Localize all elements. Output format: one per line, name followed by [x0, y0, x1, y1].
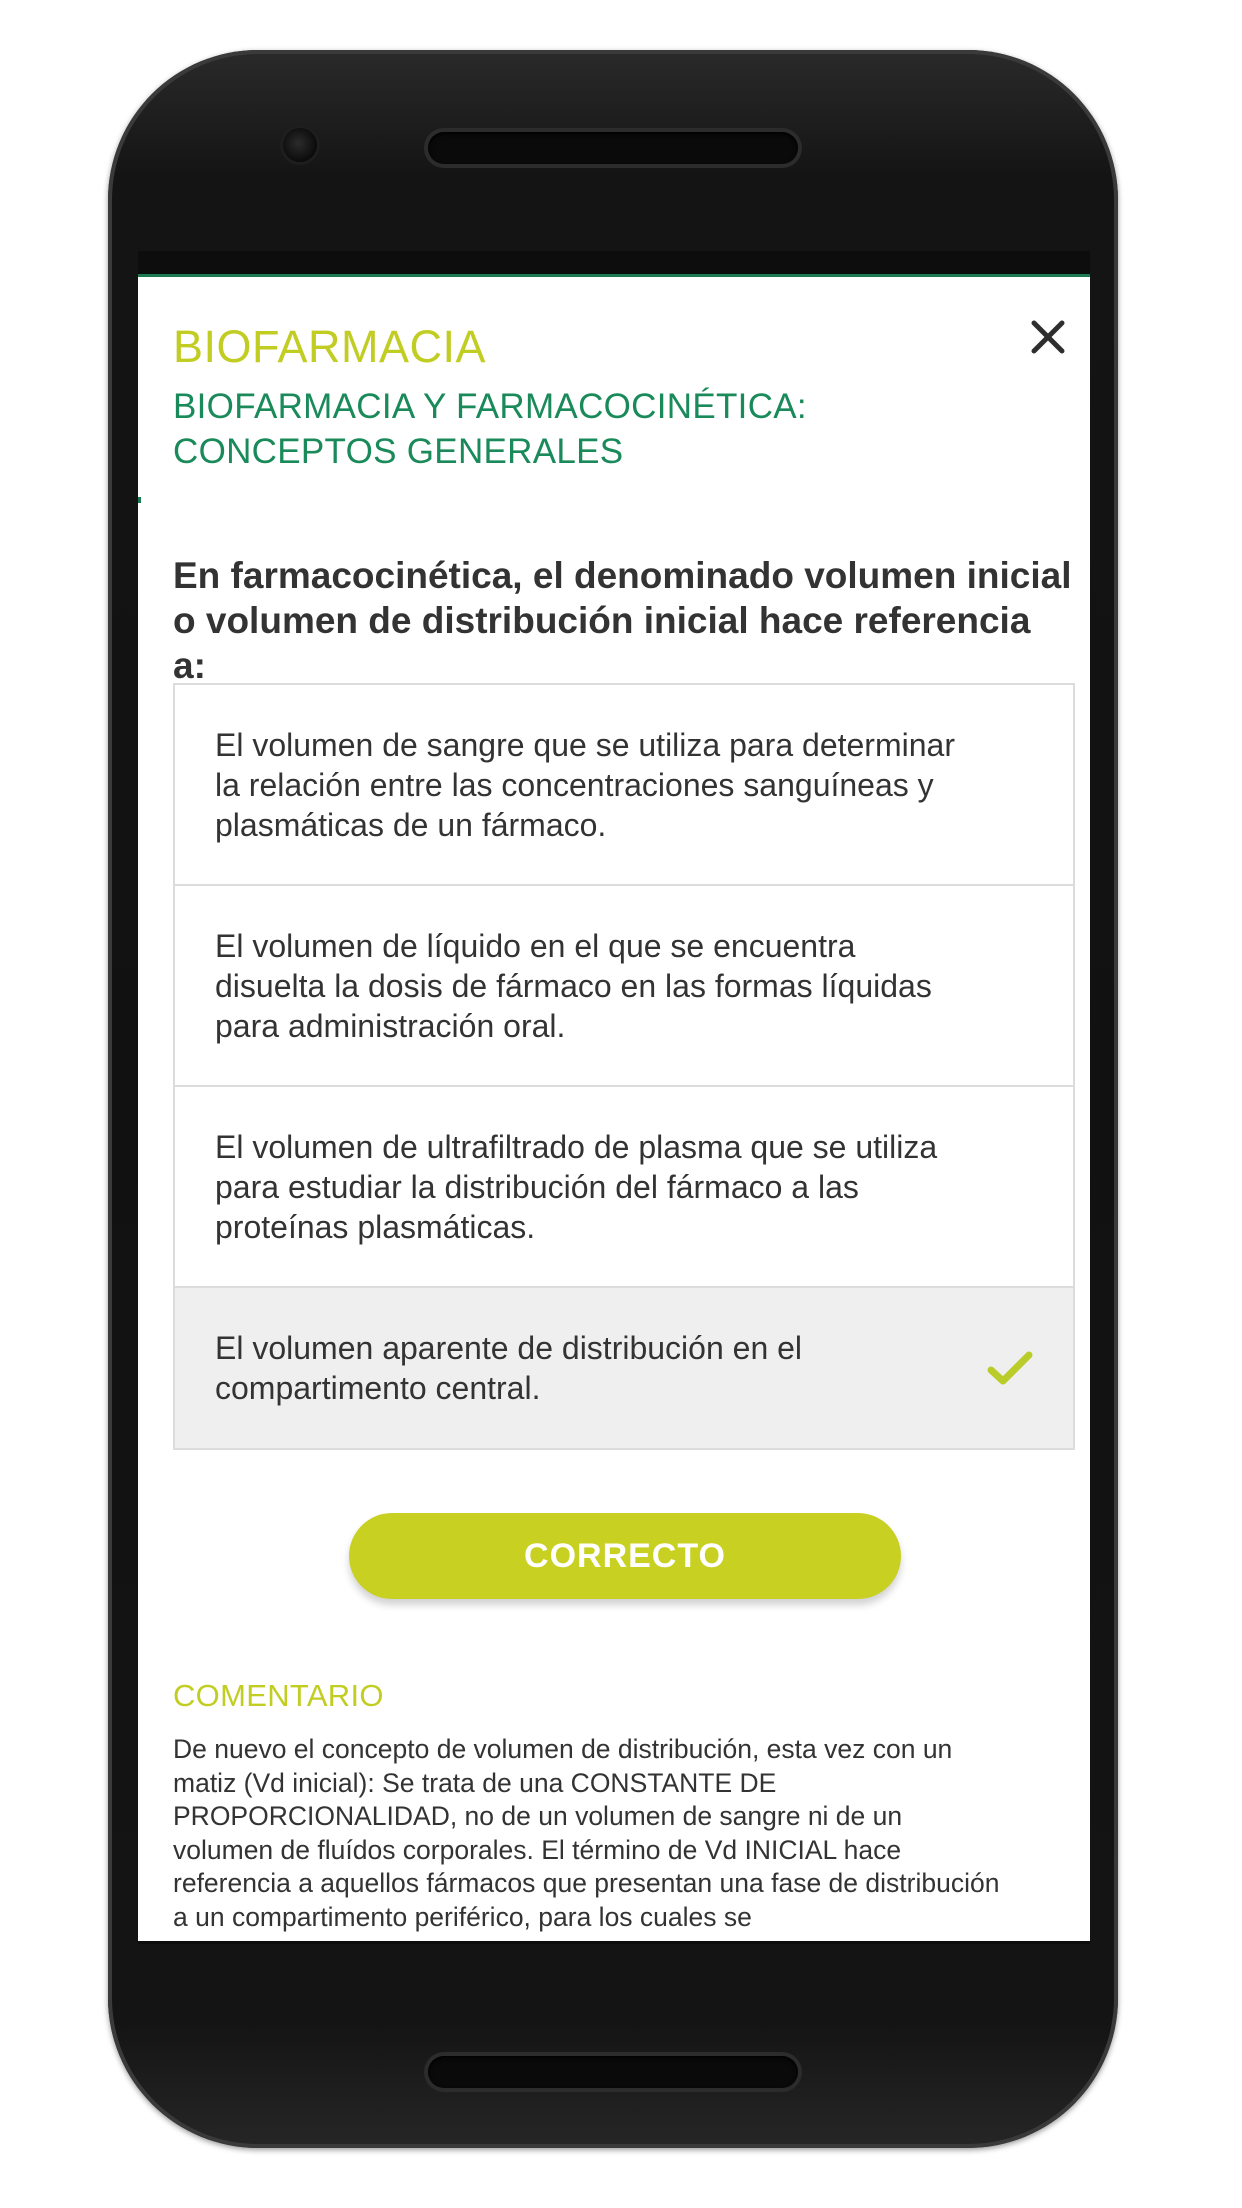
bottom-screen-edge	[138, 1941, 1090, 1944]
comment-title: COMENTARIO	[173, 1678, 384, 1713]
question-text: En farmacocinética, el denominado volumen inicial o volumen de distribución inicial hace referencia a:	[173, 555, 1072, 686]
answer-option-2[interactable]	[175, 886, 1073, 1087]
answer-options	[173, 683, 1075, 1450]
answer-option-1[interactable]	[175, 685, 1073, 886]
correct-result-button[interactable]: CORRECTO	[349, 1513, 901, 1599]
check-icon	[985, 1346, 1035, 1390]
topic-title: BIOFARMACIA Y FARMACOCINÉTICA: CONCEPTOS GENERALES	[173, 387, 807, 471]
answer-option-text: El volumen de ultrafiltrado de plasma que se utiliza para estudiar la distribución del fármaco a las proteínas plasmáticas.	[215, 1128, 938, 1245]
answer-option-3[interactable]	[175, 1087, 1073, 1288]
status-bar-strip	[138, 251, 1090, 277]
top-speaker	[428, 132, 798, 164]
front-camera	[283, 128, 317, 162]
answer-option-text: El volumen aparente de distribución en el compartimento central.	[215, 1330, 803, 1406]
bottom-speaker	[428, 2056, 798, 2088]
edge-marker	[138, 497, 141, 503]
answer-option-4[interactable]	[175, 1288, 1073, 1448]
app-screen	[138, 251, 1090, 1944]
answer-option-text: El volumen de sangre que se utiliza para determinar la relación entre las concentraciones sanguíneas y plasmáticas de un fármaco.	[215, 726, 955, 843]
close-icon	[1030, 319, 1066, 355]
answer-option-text: El volumen de líquido en el que se encuentra disuelta la dosis de fármaco en las formas líquidas para administración oral.	[215, 927, 932, 1044]
subject-title: BIOFARMACIA	[173, 321, 487, 372]
comment-text: De nuevo el concepto de volumen de distribución, esta vez con un matiz (Vd inicial): Se trata de una CONSTANTE DE PROPORCIONALIDAD, no de un volumen de sangre ni de un volumen de fluídos corporales. El término de Vd INICIAL hace referencia a aquellos fármacos que presentan una fase de distribución a un compartimento periférico, para los cuales se	[173, 1734, 1000, 1932]
close-button[interactable]	[1018, 307, 1078, 367]
